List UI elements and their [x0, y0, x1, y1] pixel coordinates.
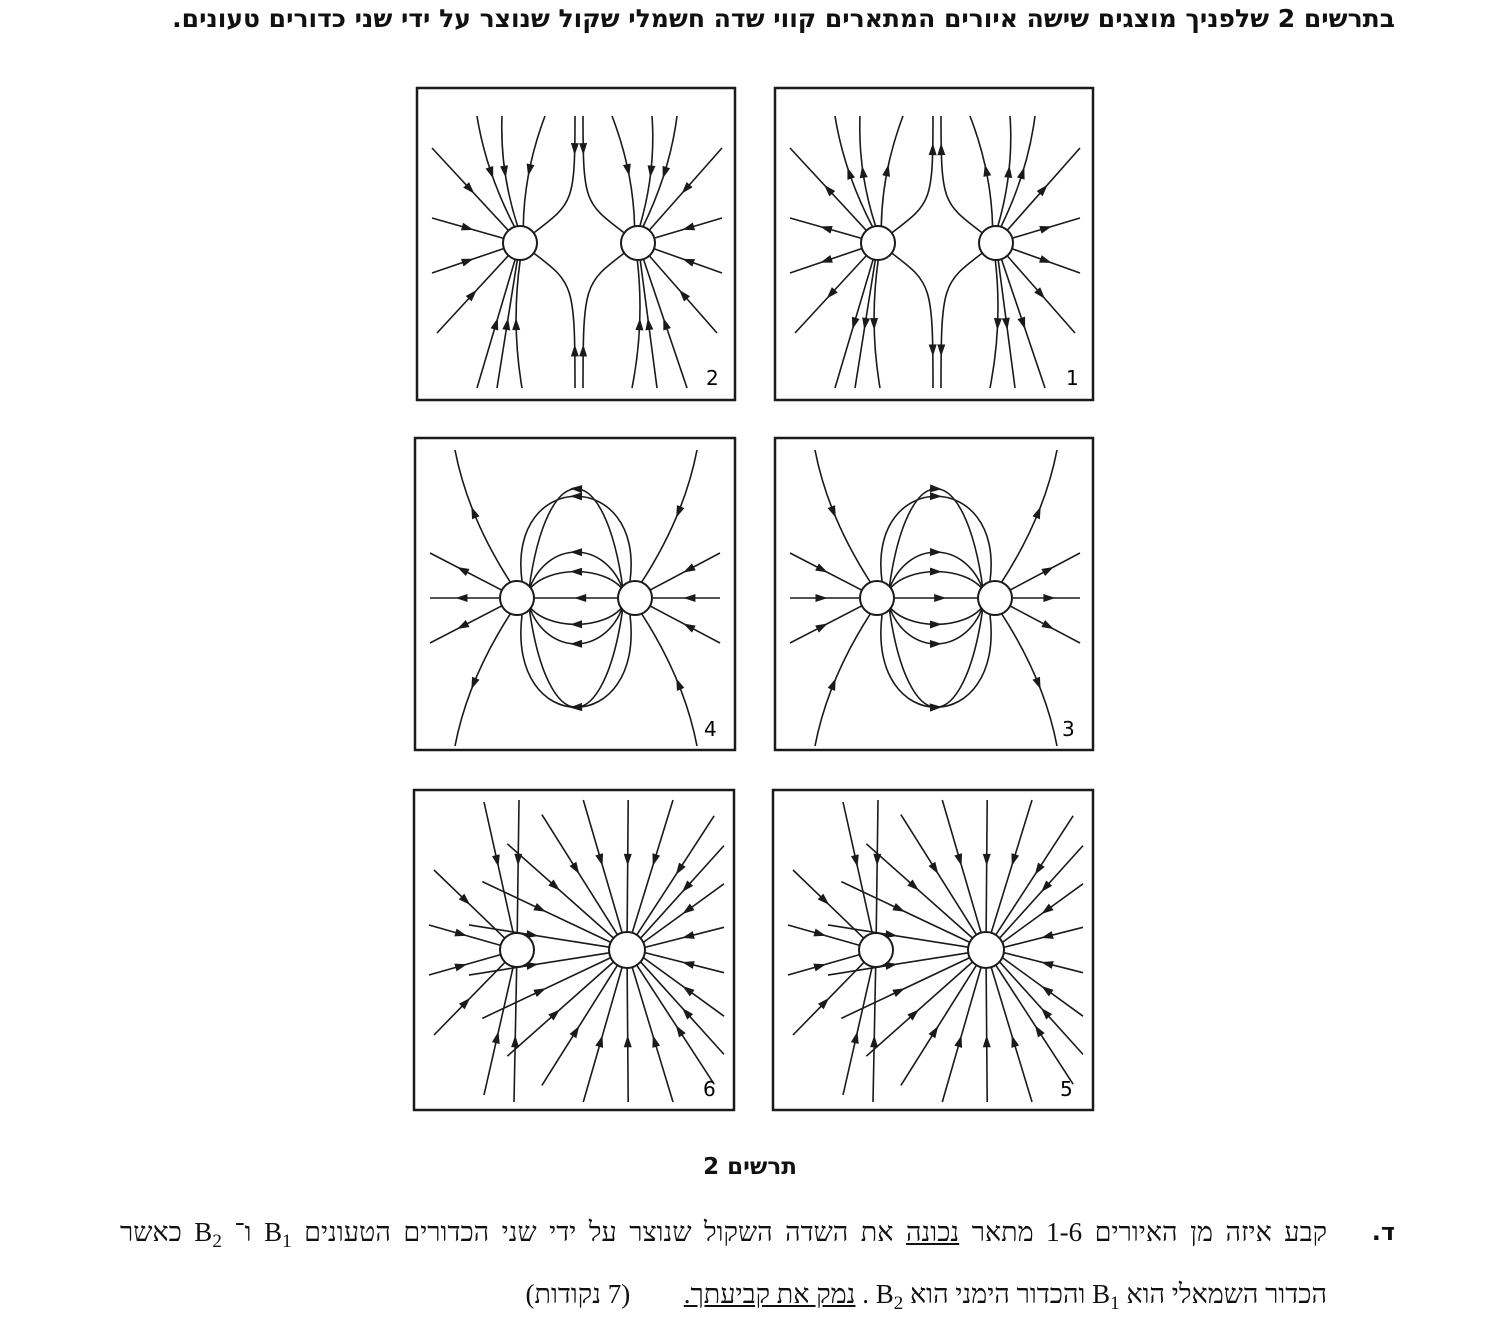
field-arrow: [672, 505, 684, 519]
charged-sphere: [500, 933, 534, 967]
field-arrow: [486, 166, 497, 180]
field-arrow: [533, 903, 547, 915]
field-arrow: [1043, 594, 1055, 602]
field-arrow: [468, 677, 480, 691]
field-line: [828, 925, 969, 947]
field-line: [901, 815, 977, 936]
panel-3: [775, 438, 1093, 750]
field-line: [636, 964, 714, 1084]
field-line: [841, 882, 970, 943]
field-arrow: [849, 317, 860, 331]
question-d: [120, 1206, 1395, 1330]
field-arrow: [937, 344, 945, 356]
panel-5-field-lines: [788, 800, 1083, 1102]
field-line: [521, 496, 631, 581]
field-arrow: [570, 548, 582, 556]
field-arrow: [930, 484, 942, 493]
charged-sphere: [503, 226, 537, 260]
field-arrow: [512, 318, 520, 330]
field-line: [901, 964, 977, 1085]
field-line: [843, 967, 872, 1095]
field-line: [889, 606, 983, 707]
field-arrow: [570, 640, 582, 648]
charged-sphere: [968, 932, 1004, 968]
field-arrow: [844, 166, 855, 180]
panel-6-frame: [414, 790, 734, 1110]
field-arrow: [929, 1024, 942, 1038]
charged-sphere: [621, 226, 655, 260]
field-arrow: [816, 594, 828, 602]
field-arrow: [983, 854, 991, 866]
field-line: [995, 816, 1073, 936]
charged-sphere: [861, 226, 895, 260]
panel-3-field-lines: [790, 450, 1080, 746]
field-arrow: [828, 677, 840, 691]
field-line: [612, 116, 635, 226]
field-arrow: [954, 853, 965, 867]
charged-sphere: [978, 581, 1012, 615]
field-line: [942, 800, 981, 934]
field-arrow: [851, 1030, 861, 1043]
field-arrow: [681, 931, 695, 942]
q-and: ו־: [234, 1217, 252, 1247]
field-line: [484, 802, 513, 933]
field-arrow: [570, 484, 582, 493]
field-line: [815, 614, 870, 746]
field-arrow: [1039, 904, 1053, 918]
q-underlined-reason: נמק את קביעתך.: [683, 1279, 856, 1309]
field-arrow: [1031, 863, 1044, 877]
field-arrow: [623, 164, 633, 177]
field-arrow: [1041, 563, 1055, 576]
field-arrow: [571, 344, 579, 356]
field-arrow: [649, 1034, 660, 1048]
field-arrow: [681, 563, 695, 576]
field-line: [986, 800, 987, 933]
field-line: [529, 489, 623, 590]
panel-1: [775, 88, 1093, 400]
field-arrow: [579, 344, 587, 356]
q-text-4: הכדור השמאלי הוא: [1126, 1279, 1327, 1309]
field-arrow: [828, 505, 840, 519]
b2-label: $B_2$: [194, 1217, 222, 1252]
field-line: [873, 967, 876, 1102]
field-arrow: [930, 640, 942, 648]
field-arrow: [929, 344, 937, 356]
field-arrow: [579, 143, 587, 155]
field-line: [469, 953, 610, 975]
field-line: [642, 614, 697, 746]
charged-sphere: [979, 226, 1013, 260]
field-arrow: [934, 594, 946, 602]
field-arrow: [813, 960, 827, 971]
field-arrow: [870, 318, 878, 330]
field-line: [523, 116, 545, 226]
field-arrow: [813, 929, 827, 940]
field-line: [889, 489, 983, 590]
field-line: [534, 116, 575, 233]
question-letter: ד.: [1371, 1218, 1395, 1246]
field-line: [815, 450, 870, 582]
field-line: [455, 614, 510, 746]
field-arrow: [570, 862, 583, 876]
field-line: [881, 615, 991, 707]
field-arrow: [892, 985, 906, 997]
q-underlined-correct: נכונה: [905, 1217, 960, 1247]
field-arrow: [819, 255, 833, 266]
field-arrow: [929, 862, 942, 876]
field-line: [881, 116, 903, 226]
field-line: [583, 966, 622, 1102]
field-line: [632, 966, 673, 1102]
field-arrow: [1041, 620, 1055, 633]
panel-2-field-lines: [432, 116, 722, 388]
field-lines-figure: [380, 60, 1160, 1140]
field-line: [542, 964, 618, 1085]
field-arrow: [454, 960, 468, 971]
field-arrow: [1039, 223, 1053, 234]
field-arrow: [680, 904, 694, 918]
field-arrow: [491, 317, 502, 331]
field-arrow: [455, 563, 469, 576]
field-arrow: [514, 854, 522, 866]
field-arrow: [672, 1023, 685, 1037]
field-line: [542, 815, 618, 936]
q-text-2: את השדה השקול שנוצר על ידי שני הכדורים הטעונים: [304, 1217, 894, 1247]
field-arrow: [1031, 1023, 1044, 1037]
field-line: [636, 816, 714, 936]
field-arrow: [624, 854, 632, 866]
field-arrow: [1039, 983, 1053, 997]
field-line: [889, 606, 983, 624]
field-line: [642, 450, 697, 582]
panel-6: [414, 790, 734, 1110]
field-arrow: [570, 1024, 583, 1038]
panel-6-number: 6: [703, 1077, 716, 1101]
field-line: [986, 967, 987, 1102]
field-arrow: [681, 620, 695, 633]
figure-caption: תרשים 2: [703, 1154, 797, 1180]
q-text-1: קבע איזה מן האיורים 1-6 מתאר: [971, 1217, 1328, 1247]
field-line: [529, 572, 623, 590]
panel-1-number: 1: [1066, 366, 1079, 390]
field-line: [529, 606, 623, 707]
field-arrow: [882, 164, 892, 177]
field-line: [455, 450, 510, 582]
field-arrow: [981, 164, 991, 177]
field-arrow: [983, 1035, 991, 1047]
field-line: [627, 967, 628, 1102]
field-arrow: [1018, 317, 1029, 331]
field-line: [889, 572, 983, 590]
field-line: [1001, 116, 1035, 227]
field-arrow: [815, 620, 829, 633]
field-line: [835, 116, 873, 227]
field-arrow: [1040, 958, 1054, 969]
panel-2: [417, 88, 735, 400]
field-arrow: [892, 903, 906, 915]
field-arrow: [930, 703, 942, 711]
field-arrow: [1039, 255, 1053, 267]
field-line: [521, 615, 631, 707]
field-line: [482, 882, 611, 943]
panel-5-frame: [773, 790, 1093, 1110]
field-arrow: [819, 223, 833, 234]
field-arrow: [635, 318, 644, 330]
field-arrow: [954, 1034, 965, 1048]
field-arrow: [595, 853, 606, 867]
field-arrow: [624, 1035, 632, 1047]
panel-5-number: 5: [1060, 1077, 1073, 1101]
field-arrow: [930, 548, 942, 556]
field-arrow: [468, 505, 480, 519]
field-line: [991, 966, 1032, 1102]
field-line: [514, 967, 517, 1102]
field-line: [583, 800, 622, 934]
field-arrow: [533, 985, 547, 997]
q-text-3: כאשר: [120, 1217, 182, 1247]
charged-sphere: [500, 581, 534, 615]
field-arrow: [461, 223, 475, 234]
field-line: [970, 116, 993, 226]
field-arrow: [649, 853, 660, 867]
field-arrow: [815, 563, 829, 576]
field-arrow: [524, 164, 534, 177]
field-line: [643, 116, 677, 227]
field-arrow: [595, 1034, 606, 1048]
field-line: [1002, 614, 1057, 746]
field-arrow: [660, 317, 671, 331]
intro-text: בתרשים 2 שלפניך מוצגים שישה איורים המתארים קווי שדה חשמלי שקול שנוצר על ידי שני כדורים טעונים.: [172, 4, 1395, 33]
field-arrow: [930, 620, 942, 628]
field-arrow: [683, 594, 695, 602]
field-arrow: [937, 143, 945, 155]
field-line: [484, 967, 513, 1095]
field-arrow: [456, 594, 468, 602]
panel-3-number: 3: [1062, 717, 1075, 741]
field-arrow: [1040, 931, 1054, 942]
panel-6-field-lines: [429, 800, 724, 1102]
field-arrow: [1032, 677, 1044, 691]
field-arrow: [646, 165, 655, 178]
b1-label-2: $B_1$: [1092, 1279, 1120, 1314]
field-arrow: [492, 1030, 502, 1043]
field-arrow: [570, 492, 582, 500]
panel-5: [773, 790, 1093, 1110]
field-line: [828, 953, 969, 975]
field-arrow: [851, 854, 861, 867]
field-line: [517, 800, 519, 933]
charged-sphere: [609, 932, 645, 968]
field-arrow: [681, 958, 695, 969]
field-line: [843, 802, 872, 933]
field-line: [529, 606, 623, 624]
field-arrow: [570, 620, 582, 628]
field-arrow: [454, 929, 468, 940]
field-arrow: [672, 863, 685, 877]
field-arrow: [511, 1035, 519, 1047]
field-line: [477, 116, 515, 227]
field-arrow: [461, 255, 475, 266]
field-arrow: [929, 143, 937, 155]
field-line: [534, 253, 575, 388]
panel-4-field-lines: [430, 450, 720, 746]
field-arrow: [681, 223, 695, 234]
panel-1-frame: [775, 88, 1093, 400]
field-line: [991, 800, 1032, 934]
points-label: (7 נקודות): [525, 1279, 631, 1309]
field-arrow: [930, 492, 942, 500]
field-arrow: [492, 854, 502, 867]
field-line: [892, 253, 933, 388]
field-arrow: [1017, 166, 1028, 180]
field-arrow: [570, 703, 582, 711]
charged-sphere: [618, 581, 652, 615]
charged-sphere: [860, 581, 894, 615]
field-arrow: [1032, 505, 1044, 519]
field-line: [627, 800, 628, 933]
question-line-2: הכדור השמאלי הוא $B_1$ והכדור הימני הוא $B_2$ . נמק את קביעתך. (7 נקודות): [525, 1279, 1327, 1314]
field-line: [881, 496, 991, 581]
field-line: [995, 964, 1073, 1084]
field-line: [876, 800, 878, 933]
field-line: [941, 253, 982, 388]
field-arrow: [680, 983, 694, 997]
field-line: [1002, 450, 1057, 582]
b2-label-2: $B_2$: [875, 1279, 904, 1314]
field-arrow: [930, 568, 942, 576]
field-arrow: [571, 143, 579, 155]
field-line: [942, 966, 981, 1102]
panel-4: [415, 438, 735, 750]
panel-2-number: 2: [706, 366, 719, 390]
field-arrow: [1008, 853, 1019, 867]
panel-4-number: 4: [704, 717, 717, 741]
field-arrow: [993, 318, 1002, 330]
field-arrow: [1004, 165, 1013, 178]
question-line-1: [120, 1206, 1395, 1268]
field-arrow: [570, 568, 582, 576]
field-line: [892, 116, 933, 233]
charged-sphere: [859, 933, 893, 967]
field-arrow: [672, 677, 684, 691]
field-arrow: [1008, 1034, 1019, 1048]
field-arrow: [870, 1035, 878, 1047]
field-arrow: [873, 854, 881, 866]
field-arrow: [681, 255, 695, 267]
field-arrow: [659, 166, 670, 180]
panel-1-field-lines: [790, 116, 1080, 388]
field-arrow: [455, 620, 469, 633]
field-line: [469, 925, 610, 947]
field-arrow: [574, 594, 586, 602]
field-line: [583, 253, 624, 388]
field-line: [632, 800, 673, 934]
b1-label: $B_1$: [264, 1217, 292, 1252]
q-text-5: והכדור הימני הוא: [909, 1279, 1086, 1309]
